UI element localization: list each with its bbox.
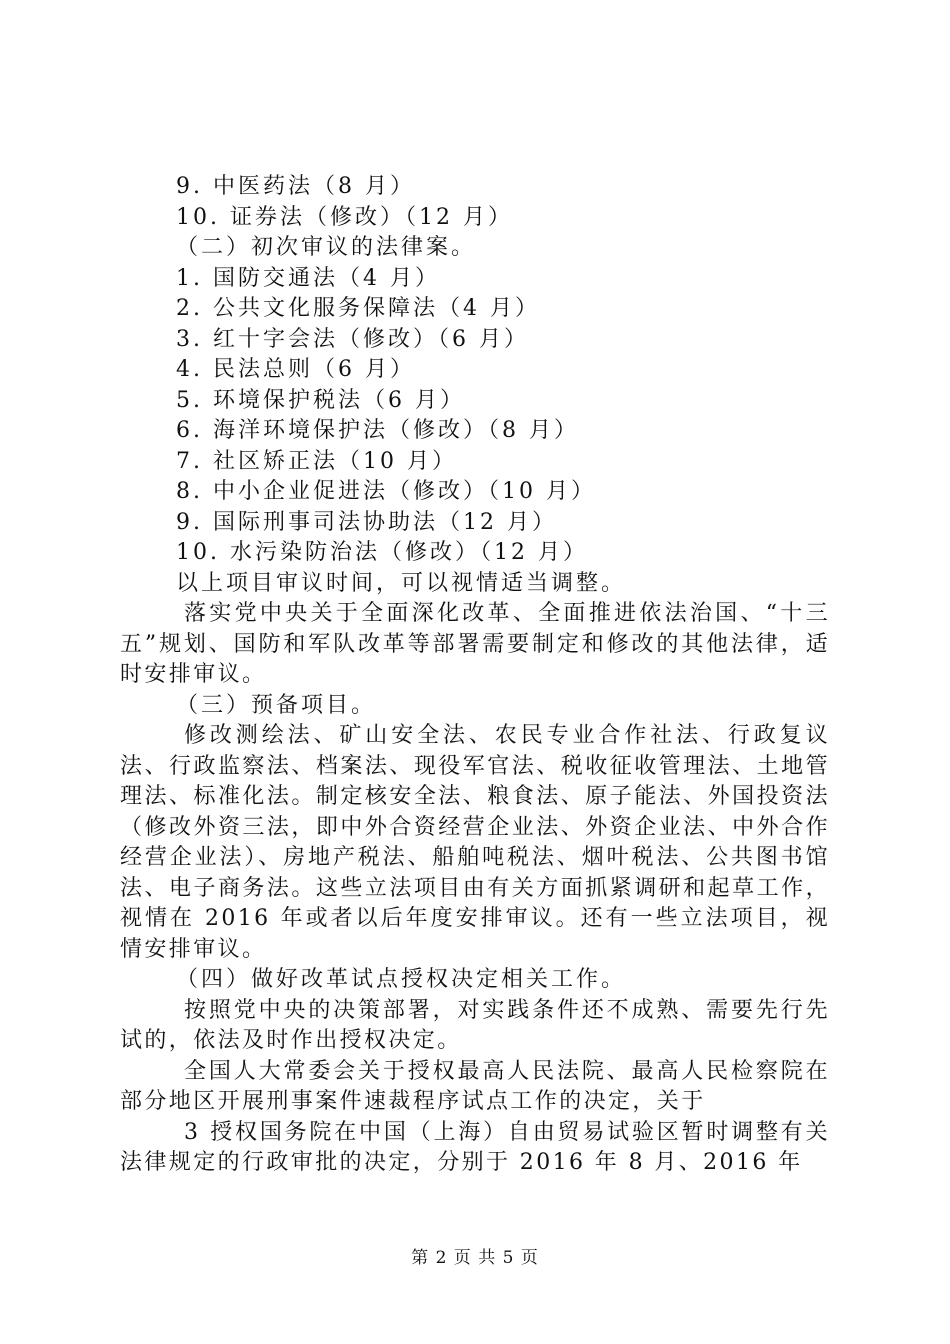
section-heading: （二）初次审议的法律案。 (176, 235, 477, 260)
list-item: 6. 海洋环境保护法（修改）（8 月） (176, 418, 579, 443)
paragraph: 按照党中央的决策部署，对实践条件还不成熟、需要先行先试的，依法及时作出授权决定。 (120, 997, 830, 1053)
list-item: 4. 民法总则（6 月） (176, 357, 415, 382)
paragraph: 3 授权国务院在中国（上海）自由贸易试验区暂时调整有关法律规定的行政审批的决定，分别于 2016 年 8 月、2016 年 (120, 1119, 830, 1175)
list-item: 10. 水污染防治法（修改）（12 月） (176, 540, 588, 565)
list-item: 9. 国际刑事司法协助法（12 月） (176, 509, 557, 535)
paragraph-note: 以上项目审议时间，可以视情适当调整。 (176, 570, 627, 596)
paragraph: 全国人大常委会关于授权最高人民法院、最高人民检察院在部分地区开展刑事案件速裁程序试点工作的决定，关于 (120, 1058, 830, 1114)
list-item: 9. 中医药法（8 月） (176, 174, 415, 199)
list-item: 3. 红十字会法（修改）（6 月） (176, 326, 529, 352)
list-item: 7. 社区矫正法（10 月） (176, 448, 457, 474)
section-heading: （四）做好改革试点授权决定相关工作。 (176, 967, 627, 992)
paragraph: 修改测绘法、矿山安全法、农民专业合作社法、行政复议法、行政监察法、档案法、现役军官法、税收征收管理法、土地管理法、标准化法。制定核安全法、粮食法、原子能法、外国投资法（修改外资三法，即中外合资经营企业法、外资企业法、中外合作经营企业法）、房地产税法、船舶吨税法、烟叶税法、公共图书馆法、电子商务法。这些立法项目由有关方面抓紧调研和起草工作，视情在 2016 年或者以后年度安排审议。还有一些立法项目，视情安排审议。 (120, 723, 830, 962)
list-item: 8. 中小企业促进法（修改）（10 月） (176, 479, 596, 504)
list-item: 10. 证券法（修改）（12 月） (176, 204, 513, 230)
list-item: 1. 国防交通法（4 月） (176, 265, 440, 291)
list-item: 2. 公共文化服务保障法（4 月） (176, 296, 540, 321)
section-heading: （三）预备项目。 (176, 692, 377, 718)
document-body (120, 172, 830, 1179)
page-number-footer: 第 2 页 共 5 页 (411, 1248, 539, 1268)
paragraph: 落实党中央关于全面深化改革、全面推进依法治国、“十三五”规划、国防和军队改革等部署需要制定和修改的其他法律，适时安排审议。 (120, 601, 830, 687)
list-item: 5. 环境保护税法（6 月） (176, 387, 465, 413)
